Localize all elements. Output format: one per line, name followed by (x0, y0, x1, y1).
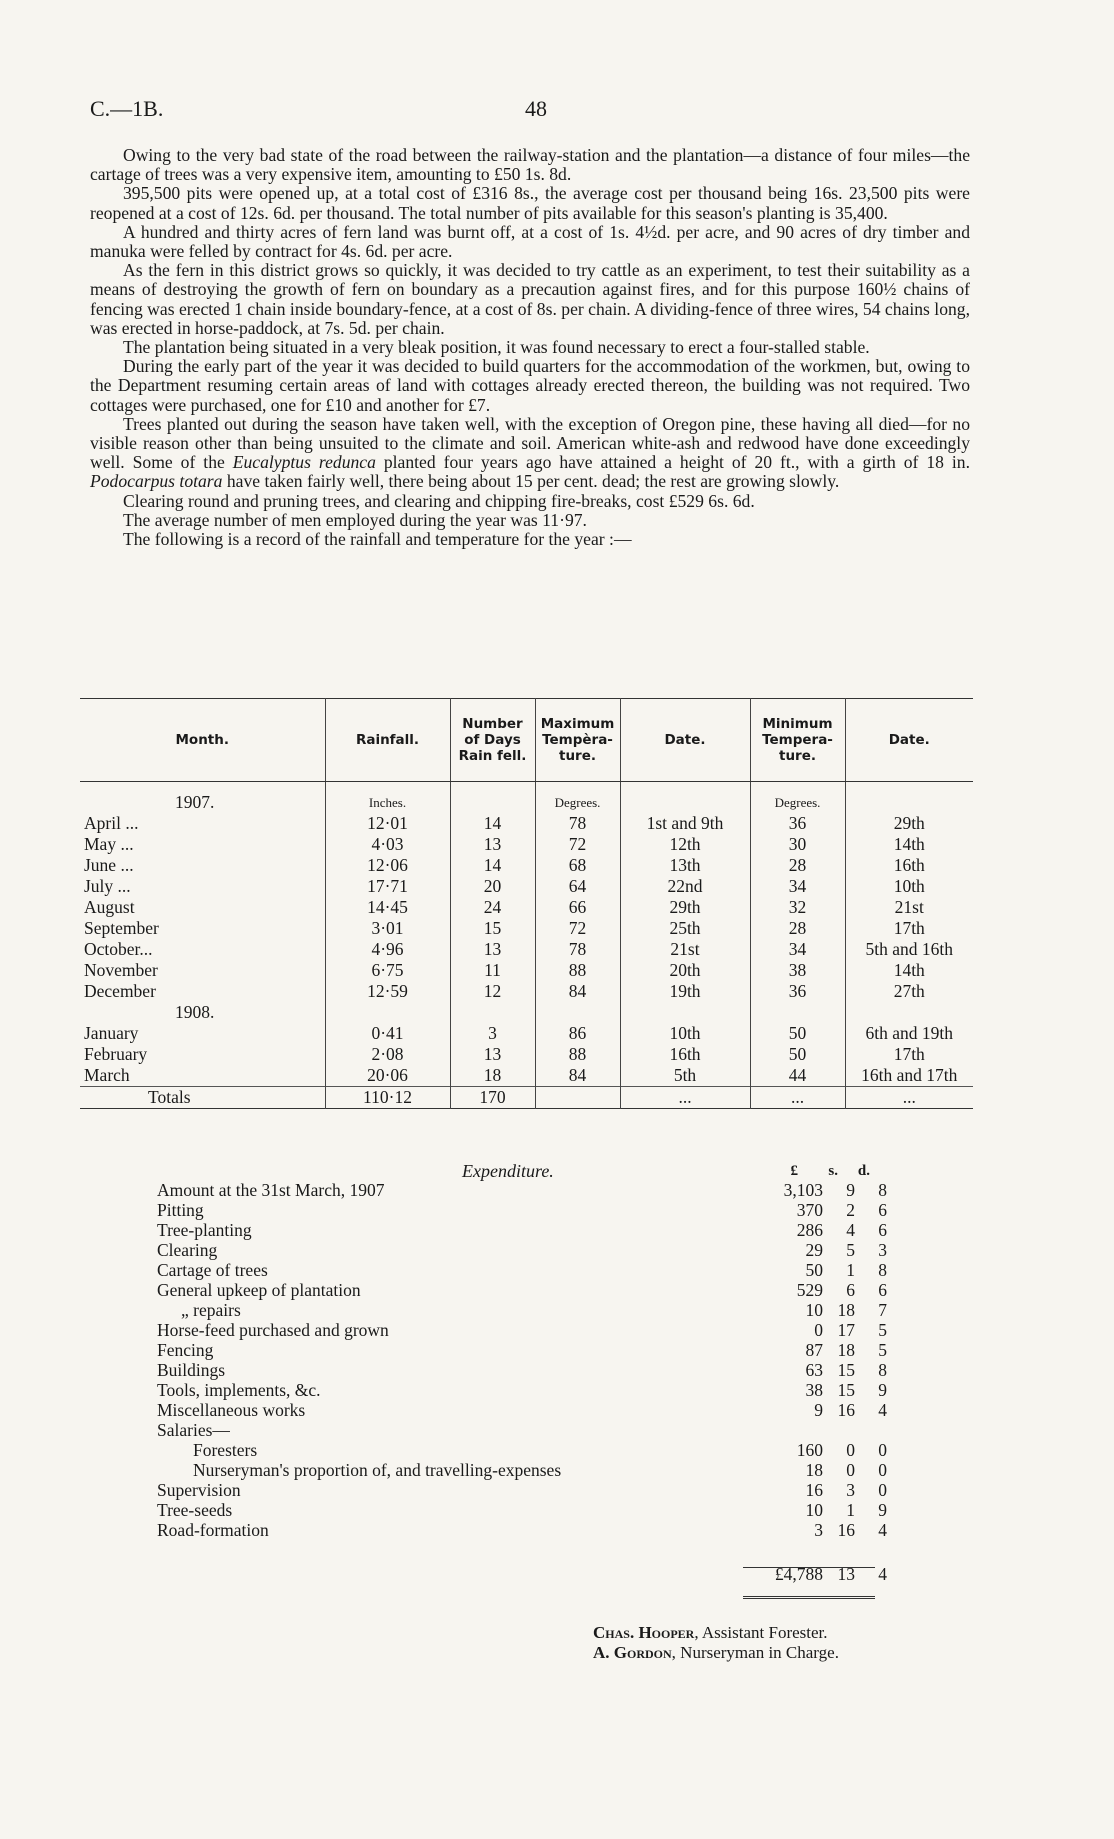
month-cell: November (84, 960, 158, 980)
amount-pounds: 10 (805, 1499, 823, 1520)
amount-shillings: 0 (846, 1439, 855, 1460)
min-date-cell: 10th (845, 876, 973, 897)
expenditure-label: Clearing (157, 1239, 218, 1260)
max-date-cell: 25th (620, 918, 750, 939)
rainfall-cell: 6·75 (325, 960, 450, 981)
min-temp-cell: 50 (750, 1044, 845, 1065)
col-rain-days: Number of Days Rain fell. (450, 699, 535, 782)
rainfall-cell: 20·06 (325, 1065, 450, 1087)
unit-label: Degrees. (750, 782, 845, 814)
min-date-cell: 14th (845, 834, 973, 855)
table-row (80, 939, 973, 960)
min-temp-cell: 36 (750, 813, 845, 834)
totals-label: Totals (80, 1087, 325, 1109)
table-row (80, 876, 973, 897)
expenditure-title: Expenditure. (462, 1161, 554, 1181)
expenditure-item (157, 1480, 887, 1500)
expenditure-item (157, 1460, 887, 1480)
month-cell: October... (84, 939, 153, 959)
total-pence: 4 (878, 1563, 887, 1584)
rainfall-cell: 17·71 (325, 876, 450, 897)
sum-rule (743, 1567, 875, 1568)
min-temp-cell: 30 (750, 834, 845, 855)
empty-cell (750, 1002, 845, 1023)
max-date-cell: 16th (620, 1044, 750, 1065)
paragraph: The average number of men employed during the year was 11·97. (123, 509, 587, 530)
amount-pence: 9 (878, 1499, 887, 1520)
amount-pounds: 29 (805, 1239, 823, 1260)
amount-pence: 9 (878, 1379, 887, 1400)
amount-pounds: 63 (805, 1359, 823, 1380)
max-date-cell: 12th (620, 834, 750, 855)
col-month: Month. (80, 699, 325, 782)
expenditure-label: Horse-feed purchased and grown (157, 1319, 389, 1340)
rain-days-cell: 11 (450, 960, 535, 981)
paragraph: A hundred and thirty acres of fern land was burnt off, at a cost of 1s. 4½d. per acre, and 90 acres of dry timber and manuka were felled by contract for 4s. 6d. per acre. (90, 221, 970, 262)
max-temp-cell: 88 (535, 1044, 620, 1065)
amount-pence: 8 (878, 1259, 887, 1280)
paragraph: The plantation being situated in a very bleak position, it was found necessary to erect a four-stalled stable. (123, 337, 870, 358)
amount-shillings: 6 (846, 1279, 855, 1300)
col-min-date: Date. (845, 699, 973, 782)
rain-days-cell: 13 (450, 1044, 535, 1065)
rain-days-cell: 15 (450, 918, 535, 939)
max-temp-cell: 84 (535, 981, 620, 1002)
amount-pounds: 529 (796, 1279, 823, 1300)
expenditure-item (157, 1300, 887, 1320)
empty-cell (325, 1002, 450, 1023)
paragraph: As the fern in this district grows so quickly, it was decided to try cattle as an experiment, to test their suitability as a means of destroying the growth of fern on boundary as a precaution against fires, and for this purpose 160½ chains of fencing was erected 1 chain inside boundary-fence, at a cost of 8s. per chain. A dividing-fence of three wires, 54 chains long, was erected in horse-paddock, at 7s. 5d. per chain. (90, 260, 970, 338)
expenditure-label: Nurseryman's proportion of, and travelling-expenses (193, 1459, 562, 1480)
amount-pounds: 18 (805, 1459, 823, 1480)
amount-shillings: 1 (846, 1259, 855, 1280)
min-temp-cell: 28 (750, 918, 845, 939)
signatory-title: , Nurseryman in Charge. (671, 1643, 839, 1662)
expenditure-label: Buildings (157, 1359, 226, 1380)
rain-days-cell: 14 (450, 813, 535, 834)
amount-pence: 6 (878, 1199, 887, 1220)
rain-days-cell: 14 (450, 855, 535, 876)
signature-nurseryman (593, 1643, 839, 1663)
expenditure-label: Pitting (157, 1199, 204, 1220)
amount-pence: 4 (878, 1399, 887, 1420)
min-date-cell: 14th (845, 960, 973, 981)
total-rainfall: 110·12 (325, 1087, 450, 1109)
expenditure-label: Salaries— (157, 1419, 230, 1440)
amount-pence: 0 (878, 1459, 887, 1480)
amount-pence: 7 (878, 1299, 887, 1320)
expenditure-label: Tools, implements, &c. (157, 1379, 321, 1400)
min-temp-cell: 44 (750, 1065, 845, 1087)
amount-shillings: 1 (846, 1499, 855, 1520)
max-date-cell: 5th (620, 1065, 750, 1087)
rainfall-cell: 12·06 (325, 855, 450, 876)
amount-pence: 0 (878, 1479, 887, 1500)
paragraph: Clearing round and pruning trees, and clearing and chipping fire-breaks, cost £529 6s. 6d. (123, 490, 755, 511)
amount-shillings: 15 (837, 1359, 855, 1380)
col-max-temp: Maximum Tempèra-ture. (535, 699, 620, 782)
signatory-title: , Assistant Forester. (694, 1623, 828, 1642)
total-pounds: £4,788 (774, 1563, 823, 1584)
amount-pounds: 0 (814, 1319, 823, 1340)
max-temp-cell: 84 (535, 1065, 620, 1087)
max-temp-cell: 86 (535, 1023, 620, 1044)
currency-header (756, 1163, 870, 1180)
month-cell: December (84, 981, 156, 1001)
table-row (80, 855, 973, 876)
min-temp-cell: 50 (750, 1023, 845, 1044)
amount-pence: 8 (878, 1179, 887, 1200)
expenditure-item (157, 1420, 887, 1440)
year-label: 1907. (175, 792, 215, 812)
amount-pence: 3 (878, 1239, 887, 1260)
amount-pounds: 16 (805, 1479, 823, 1500)
max-temp-cell: 64 (535, 876, 620, 897)
expenditure-label: Fencing (157, 1339, 214, 1360)
table-row (80, 918, 973, 939)
expenditure-label: Tree-seeds (157, 1499, 233, 1520)
month-cell: March (84, 1065, 130, 1085)
table-row (80, 813, 973, 834)
expenditure-label: Miscellaneous works (157, 1399, 306, 1420)
ellipsis-cell: ... (845, 1087, 973, 1109)
amount-shillings: 16 (837, 1399, 855, 1420)
ellipsis-cell: ... (620, 1087, 750, 1109)
month-cell: June ... (84, 855, 134, 875)
signatory-name: A. Gordon (593, 1643, 672, 1662)
max-date-cell: 19th (620, 981, 750, 1002)
rain-days-cell: 13 (450, 939, 535, 960)
col-max-date: Date. (620, 699, 750, 782)
expenditure-list (157, 1180, 887, 1584)
sum-double-rule (743, 1596, 875, 1599)
min-temp-cell: 34 (750, 876, 845, 897)
min-date-cell: 21st (845, 897, 973, 918)
empty-cell (620, 1002, 750, 1023)
amount-pounds: 286 (796, 1219, 823, 1240)
expenditure-label: Supervision (157, 1479, 241, 1500)
table-row (80, 960, 973, 981)
signatory-name: Chas. Hooper (593, 1623, 695, 1642)
pence-header: d. (857, 1163, 870, 1179)
max-date-cell: 29th (620, 897, 750, 918)
month-cell: April ... (84, 813, 139, 833)
amount-pounds: 10 (805, 1299, 823, 1320)
amount-shillings: 18 (837, 1299, 855, 1320)
max-date-cell: 1st and 9th (620, 813, 750, 834)
col-rainfall: Rainfall. (325, 699, 450, 782)
expenditure-item (157, 1280, 887, 1300)
paragraph: Owing to the very bad state of the road between the railway-station and the plantation—a distance of four miles—the cartage of trees was a very expensive item, amounting to £50 1s. 8d. (90, 145, 970, 185)
amount-pounds: 87 (805, 1339, 823, 1360)
min-date-cell: 5th and 16th (845, 939, 973, 960)
expenditure-item (157, 1260, 887, 1280)
paragraph: During the early part of the year it was decided to build quarters for the accommodation of the workmen, but, owing to the Department resuming certain areas of land with cottages already erected thereon, the building was not required. Two cottages were purchased, one for £10 and another for £7. (90, 356, 970, 415)
min-date-cell: 16th (845, 855, 973, 876)
totals-row (80, 1087, 973, 1109)
expenditure-item (157, 1340, 887, 1360)
expenditure-item (157, 1220, 887, 1240)
expenditure-label: Amount at the 31st March, 1907 (157, 1179, 385, 1200)
signature-forester (593, 1623, 828, 1643)
min-date-cell: 6th and 19th (845, 1023, 973, 1044)
amount-shillings: 9 (846, 1179, 855, 1200)
amount-shillings: 2 (846, 1199, 855, 1220)
max-temp-cell: 78 (535, 939, 620, 960)
empty-cell (450, 1002, 535, 1023)
rainfall-cell: 0·41 (325, 1023, 450, 1044)
document-reference: C.—1B. (90, 96, 164, 121)
rainfall-cell: 14·45 (325, 897, 450, 918)
empty-cell (845, 1002, 973, 1023)
year-label: 1908. (175, 1002, 215, 1022)
amount-pounds: 50 (805, 1259, 823, 1280)
min-date-cell: 17th (845, 1044, 973, 1065)
unit-label: Inches. (325, 782, 450, 814)
rainfall-cell: 12·01 (325, 813, 450, 834)
min-temp-cell: 36 (750, 981, 845, 1002)
amount-shillings: 16 (837, 1519, 855, 1540)
rain-days-cell: 24 (450, 897, 535, 918)
min-temp-cell: 28 (750, 855, 845, 876)
amount-pence: 8 (878, 1359, 887, 1380)
month-cell: May ... (84, 834, 134, 854)
month-cell: January (84, 1023, 139, 1043)
max-temp-cell: 72 (535, 918, 620, 939)
amount-pounds: 160 (796, 1439, 823, 1460)
max-temp-cell: 78 (535, 813, 620, 834)
total-shillings: 13 (837, 1563, 855, 1584)
amount-pounds: 3,103 (783, 1179, 823, 1200)
table-row (80, 1044, 973, 1065)
amount-pounds: 370 (796, 1199, 823, 1220)
amount-pence: 0 (878, 1439, 887, 1460)
amount-pence: 6 (878, 1219, 887, 1240)
empty-cell (535, 1002, 620, 1023)
report-body (90, 146, 970, 549)
expenditure-label: Cartage of trees (157, 1259, 268, 1280)
amount-shillings: 4 (846, 1219, 855, 1240)
amount-pounds: 38 (805, 1379, 823, 1400)
expenditure-item (157, 1180, 887, 1200)
month-cell: August (84, 897, 135, 917)
amount-shillings: 15 (837, 1379, 855, 1400)
max-temp-cell: 88 (535, 960, 620, 981)
rainfall-temperature-table (80, 698, 973, 1109)
max-date-cell: 21st (620, 939, 750, 960)
pounds-header: £ (790, 1163, 798, 1179)
min-temp-cell: 38 (750, 960, 845, 981)
max-temp-cell: 72 (535, 834, 620, 855)
expenditure-item (157, 1440, 887, 1460)
rain-days-cell: 3 (450, 1023, 535, 1044)
amount-shillings: 18 (837, 1339, 855, 1360)
min-date-cell: 27th (845, 981, 973, 1002)
ellipsis-cell: ... (750, 1087, 845, 1109)
expenditure-item (157, 1360, 887, 1380)
amount-shillings: 17 (837, 1319, 855, 1340)
min-temp-cell: 34 (750, 939, 845, 960)
min-temp-cell: 32 (750, 897, 845, 918)
amount-shillings: 0 (846, 1459, 855, 1480)
expenditure-label: „ repairs (181, 1299, 241, 1320)
month-cell: February (84, 1044, 148, 1064)
rainfall-cell: 2·08 (325, 1044, 450, 1065)
max-date-cell: 10th (620, 1023, 750, 1044)
expenditure-label: General upkeep of plantation (157, 1279, 361, 1300)
rain-days-cell: 18 (450, 1065, 535, 1087)
expenditure-item (157, 1320, 887, 1340)
expenditure-item (157, 1380, 887, 1400)
amount-shillings: 5 (846, 1239, 855, 1260)
min-date-cell: 16th and 17th (845, 1065, 973, 1087)
rainfall-cell: 3·01 (325, 918, 450, 939)
expenditure-item (157, 1520, 887, 1540)
rain-days-cell: 12 (450, 981, 535, 1002)
max-temp-cell: 68 (535, 855, 620, 876)
table-header-row (80, 699, 973, 782)
table-row (80, 897, 973, 918)
col-min-temp: Minimum Tempera-ture. (750, 699, 845, 782)
month-cell: July ... (84, 876, 131, 896)
rain-days-cell: 13 (450, 834, 535, 855)
expenditure-label: Tree-planting (157, 1219, 252, 1240)
expenditure-item (157, 1240, 887, 1260)
year-row (80, 782, 973, 814)
amount-pence: 6 (878, 1279, 887, 1300)
rainfall-cell: 4·96 (325, 939, 450, 960)
max-temp-cell: 66 (535, 897, 620, 918)
year-row (80, 1002, 973, 1023)
expenditure-label: Road-formation (157, 1519, 269, 1540)
page-number: 48 (525, 96, 547, 121)
month-cell: September (84, 918, 159, 938)
max-date-cell: 13th (620, 855, 750, 876)
rain-days-cell: 20 (450, 876, 535, 897)
total-rain-days: 170 (450, 1087, 535, 1109)
unit-label: Degrees. (535, 782, 620, 814)
expenditure-item (157, 1400, 887, 1420)
amount-pounds: 9 (814, 1399, 823, 1420)
amount-shillings: 3 (846, 1479, 855, 1500)
paragraph: The following is a record of the rainfall and temperature for the year :— (123, 529, 632, 550)
amount-pence: 4 (878, 1519, 887, 1540)
paragraph: 395,500 pits were opened up, at a total cost of £316 8s., the average cost per thousand being 16s. 23,500 pits were reopened at a cost of 12s. 6d. per thousand. The total number of pits available for this season's planting is 35,400. (90, 183, 970, 223)
amount-pence: 5 (878, 1339, 887, 1360)
amount-pence: 5 (878, 1319, 887, 1340)
max-date-cell: 22nd (620, 876, 750, 897)
table-row (80, 1065, 973, 1087)
expenditure-item (157, 1500, 887, 1520)
paragraph: Trees planted out during the season have taken well, with the exception of Oregon pine, these having all died—for no visible reason other than being unsuited to the climate and soil. American white-ash and redwood have done exceedingly well. Some of the Eucalyptus redunca planted four years ago have attained a height of 20 ft., with a girth of 18 in. Podocarpus totara have taken fairly well, there being about 15 per cent. dead; the rest are growing slowly. (90, 413, 970, 492)
min-date-cell: 17th (845, 918, 973, 939)
amount-pounds: 3 (814, 1519, 823, 1540)
expenditure-item (157, 1200, 887, 1220)
expenditure-label: Foresters (193, 1439, 258, 1460)
min-date-cell: 29th (845, 813, 973, 834)
rainfall-cell: 4·03 (325, 834, 450, 855)
table-row (80, 834, 973, 855)
shillings-header: s. (828, 1163, 838, 1179)
max-date-cell: 20th (620, 960, 750, 981)
table-row (80, 981, 973, 1002)
rainfall-cell: 12·59 (325, 981, 450, 1002)
empty-cell (535, 1087, 620, 1109)
table-row (80, 1023, 973, 1044)
